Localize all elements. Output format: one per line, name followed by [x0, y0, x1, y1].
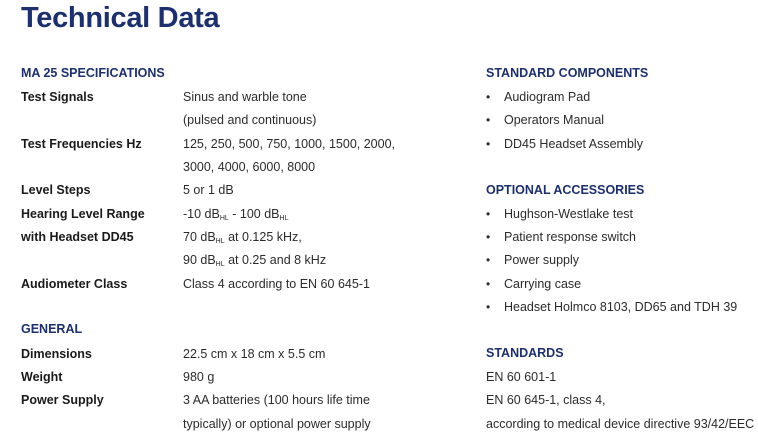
level-steps-label: Level Steps: [21, 183, 91, 197]
standards-line-1: EN 60 601-1: [486, 370, 557, 384]
optional-accessories-heading: OPTIONAL ACCESSORIES: [486, 183, 645, 197]
list-item: • Patient response switch: [486, 226, 636, 249]
bullet-icon: •: [486, 137, 491, 151]
audiometer-class-value: Class 4 according to EN 60 645-1: [183, 277, 370, 291]
list-item: • Power supply: [486, 249, 579, 272]
test-frequencies-value-1: 125, 250, 500, 750, 1000, 1500, 2000,: [183, 137, 395, 151]
bullet-icon: •: [486, 230, 491, 244]
headset-value-1: 70 $dB_{HL}$ at 0.125 kHz,: [183, 230, 302, 245]
bullet-icon: •: [486, 113, 491, 127]
headset-dd45-label: with Headset DD45: [21, 230, 134, 244]
headset-value-2: 90 $dB_{HL}$ at 0.25 and 8 kHz: [183, 253, 327, 268]
power-supply-value-1: 3 AA batteries (100 hours life time: [183, 393, 370, 407]
dimensions-label: Dimensions: [21, 347, 92, 361]
test-signals-value-2: (pulsed and continuous): [183, 113, 317, 127]
test-signals-value-1: Sinus and warble tone: [183, 90, 307, 104]
list-item: • Carrying case: [486, 273, 581, 296]
audiometer-class-label: Audiometer Class: [21, 277, 128, 291]
level-steps-value: 5 or 1 dB: [183, 183, 234, 197]
power-supply-label: Power Supply: [21, 393, 104, 407]
test-signals-label: Test Signals: [21, 90, 94, 104]
standards-line-3: according to medical device directive 93/42/EEC: [486, 417, 755, 431]
bullet-icon: •: [486, 207, 491, 221]
bullet-icon: •: [486, 300, 491, 314]
weight-value: 980 g: [183, 370, 215, 384]
list-item: • Headset Holmco 8103, DD65 and TDH 39: [486, 296, 737, 319]
hearing-level-range-label: Hearing Level Range: [21, 207, 145, 221]
ma25-heading: MA 25 SPECIFICATIONS: [21, 66, 165, 80]
power-supply-value-2: typically) or optional power supply: [183, 417, 371, 431]
bullet-icon: •: [486, 277, 491, 291]
list-item: • Audiogram Pad: [486, 86, 590, 109]
hearing-level-range-value: -10 $dB_{HL} - 100$ $dB_{HL}$: [183, 207, 289, 222]
test-frequencies-label: Test Frequencies Hz: [21, 137, 142, 151]
list-item: • Hughson-Westlake test: [486, 203, 633, 226]
list-item: • Operators Manual: [486, 109, 604, 132]
standards-line-2: EN 60 645-1, class 4,: [486, 393, 606, 407]
standard-components-heading: STANDARD COMPONENTS: [486, 66, 649, 80]
page-title: Technical Data: [21, 2, 220, 34]
weight-label: Weight: [21, 370, 63, 384]
test-frequencies-value-2: 3000, 4000, 6000, 8000: [183, 160, 316, 174]
bullet-icon: •: [486, 90, 491, 104]
standards-heading: STANDARDS: [486, 346, 564, 360]
list-item: • DD45 Headset Assembly: [486, 133, 643, 156]
dimensions-value: 22.5 cm x 18 cm x 5.5 cm: [183, 347, 326, 361]
bullet-icon: •: [486, 253, 491, 267]
general-heading: GENERAL: [21, 322, 83, 336]
